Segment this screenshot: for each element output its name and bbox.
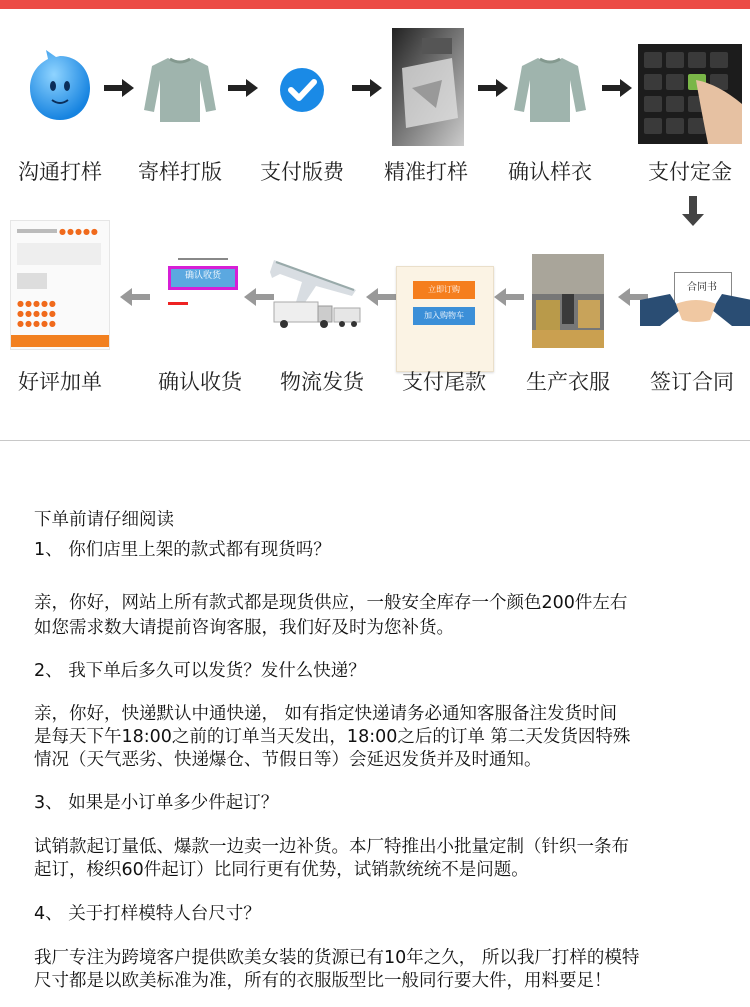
faq-answer-line: 如您需求数大请提前咨询客服，我们好及时为您补货。 — [34, 618, 454, 638]
step-label: 支付版费 — [260, 160, 344, 184]
step-label: 生产衣服 — [526, 370, 610, 394]
buy-now-button: 立即订购 — [413, 281, 475, 299]
faq-answer-line: 亲，你好，网站上所有款式都是现货供应，一般安全库存一个颜色200件左右 — [34, 593, 628, 613]
step-send-sample — [120, 48, 240, 184]
faq-section — [34, 509, 724, 993]
tailoring-photo — [392, 28, 464, 146]
check-circle-icon — [262, 48, 342, 128]
step-label: 签订合同 — [650, 370, 734, 394]
airplane-truck-icon — [266, 220, 366, 330]
step-label: 确认收货 — [158, 370, 242, 394]
faq-answer-line: 尺寸都是以欧美标准为准，所有的衣服版型比一般同行要大件，用料要足！ — [34, 971, 612, 991]
chat-mascot-icon — [20, 48, 100, 128]
faq-answer-line: 我厂专注为跨境客户提供欧美女装的货源已有10年之久， 所以我厂打样的模特 — [34, 948, 640, 968]
keyboard-photo — [638, 44, 742, 144]
step-label: 确认样衣 — [508, 160, 592, 184]
step-label: 沟通打样 — [18, 160, 102, 184]
step-pay-deposit — [630, 44, 750, 184]
step-communicate — [0, 48, 120, 184]
step-label: 支付尾款 — [402, 370, 486, 394]
step-label: 物流发货 — [280, 370, 364, 394]
faq-question: 2、 我下单后多久可以发货？发什么快递？ — [34, 661, 366, 681]
sweater-icon — [510, 48, 590, 128]
step-label: 好评加单 — [18, 370, 102, 394]
faq-answer-line: 是每天下午18:00之前的订单当天发出，18:00之后的订单 第二天发货因特殊 — [34, 727, 631, 747]
step-precise-sampling — [366, 28, 486, 184]
faq-answer-line: 亲，你好，快递默认中通快递， 如有指定快递请务必通知客服备注发货时间 — [34, 704, 618, 724]
step-sign-contract — [632, 220, 750, 394]
step-ship-logistics — [262, 220, 382, 394]
arrow-right-icon — [602, 78, 632, 98]
pay-balance-screenshot — [396, 266, 494, 372]
step-confirm-sample — [490, 48, 610, 184]
handshake-icon — [640, 286, 750, 336]
sweater-icon — [140, 48, 220, 128]
add-to-cart-button: 加入购物车 — [413, 307, 475, 325]
factory-photo — [532, 254, 604, 348]
faq-answer-line: 情况（天气恶劣、快递爆仓、节假日等）会延迟发货并及时通知。 — [34, 750, 542, 770]
faq-question: 4、 关于打样模特人台尺寸？ — [34, 904, 261, 924]
step-label: 支付定金 — [648, 160, 732, 184]
step-label: 精准打样 — [384, 160, 468, 184]
review-app-screenshot: ●●●●● ●●●●● ●●●●● ●●●●● — [10, 220, 110, 350]
contract-label: 合同书 — [687, 282, 717, 293]
step-good-review — [6, 220, 126, 394]
step-confirm-receipt — [140, 220, 260, 394]
confirm-receipt-screenshot — [158, 220, 238, 330]
top-accent-bar — [0, 0, 750, 9]
faq-answer-line: 起订，梭织60件起订）比同行更有优势，试销款统统不是问题。 — [34, 860, 529, 880]
faq-heading: 下单前请仔细阅读 — [34, 510, 174, 530]
faq-question: 1、 你们店里上架的款式都有现货吗？ — [34, 540, 331, 560]
faq-question: 3、 如果是小订单多少件起订？ — [34, 793, 279, 813]
step-label: 寄样打版 — [138, 160, 222, 184]
step-pay-pattern-fee — [242, 48, 362, 184]
step-pay-balance — [384, 220, 504, 394]
section-divider — [0, 440, 750, 441]
faq-answer-line: 试销款起订量低、爆款一边卖一边补货。本厂特推出小批量定制（针织一条布 — [34, 837, 629, 857]
step-produce-clothes — [508, 220, 628, 394]
confirm-receipt-button: 确认收货 — [184, 271, 221, 281]
